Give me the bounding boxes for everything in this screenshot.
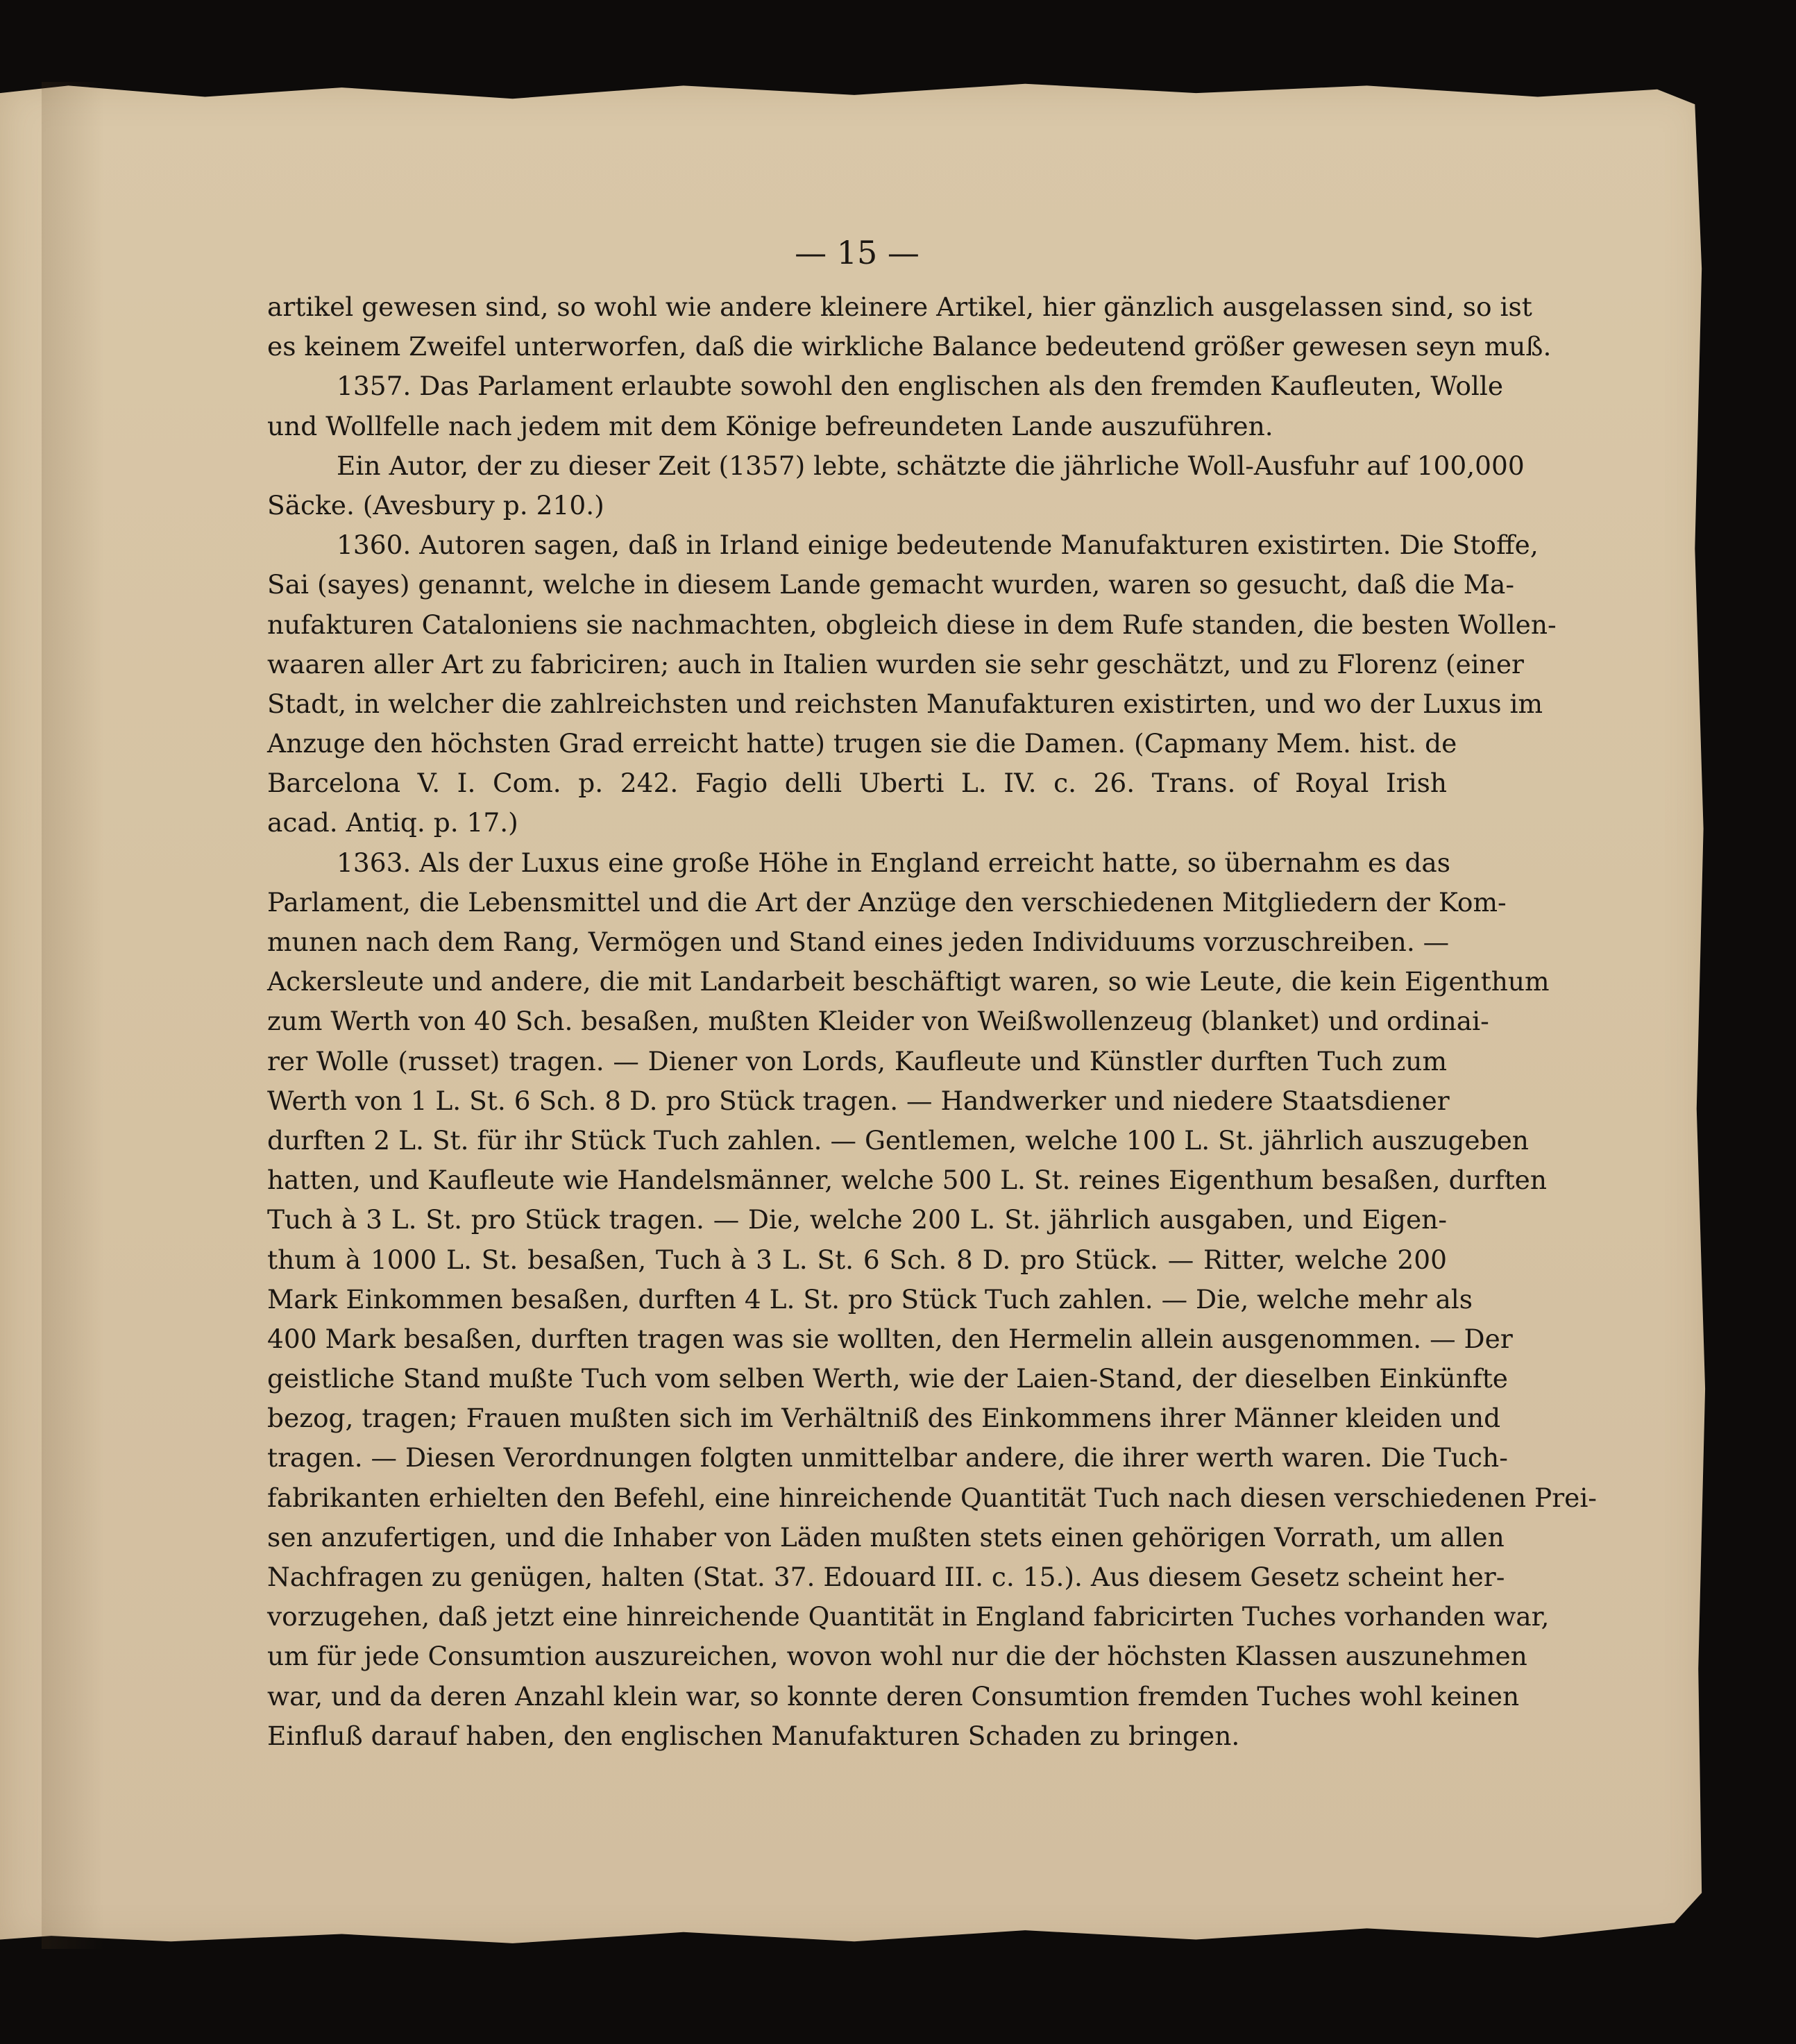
text-line: durften 2 L. St. für ihr Stück Tuch zahlen. — Gentlemen, welche 100 L. St. jährlich auszugeben <box>267 1124 1529 1156</box>
text-line: und Wollfelle nach jedem mit dem Könige befreundeten Lande auszuführen. <box>267 410 1273 441</box>
text-line: fabrikanten erhielten den Befehl, eine hinreichende Quantität Tuch nach diesen verschiedenen Prei- <box>267 1482 1597 1513</box>
text-line: Anzuge den höchsten Grad erreicht hatte) trugen sie die Damen. (Capmany Mem. hist. de <box>267 728 1457 759</box>
text-line: Tuch à 3 L. St. pro Stück tragen. — Die, welche 200 L. St. jährlich ausgaben, und Eigen- <box>267 1204 1447 1235</box>
text-line: 1363. Als der Luxus eine große Höhe in England erreicht hatte, so übernahm es das <box>337 847 1450 878</box>
text-line: tragen. — Diesen Verordnungen folgten unmittelbar andere, die ihrer werth waren. Die Tuch- <box>267 1442 1508 1473</box>
text-line: thum à 1000 L. St. besaßen, Tuch à 3 L. St. 6 Sch. 8 D. pro Stück. — Ritter, welche 200 <box>267 1244 1447 1275</box>
text-line: rer Wolle (russet) tragen. — Diener von Lords, Kaufleute und Künstler durften Tuch zum <box>267 1045 1447 1076</box>
text-line: Parlament, die Lebensmittel und die Art der Anzüge den verschiedenen Mitgliedern der Kom- <box>267 886 1507 918</box>
text-line: bezog, tragen; Frauen mußten sich im Verhältniß des Einkommens ihrer Männer kleiden und <box>267 1403 1501 1434</box>
text-line: Werth von 1 L. St. 6 Sch. 8 D. pro Stück tragen. — Handwerker und niedere Staatsdiener <box>267 1085 1450 1116</box>
text-line: nufakturen Cataloniens sie nachmachten, obgleich diese in dem Rufe standen, die besten Wollen- <box>267 609 1557 640</box>
text-line: Säcke. (Avesbury p. 210.) <box>267 489 604 521</box>
text-line: Stadt, in welcher die zahlreichsten und reichsten Manufakturen existirten, und wo der Luxus im <box>267 688 1543 719</box>
page-text <box>267 230 1597 1756</box>
text-line: geistliche Stand mußte Tuch vom selben Werth, wie der Laien-Stand, der dieselben Einkünfte <box>267 1363 1508 1394</box>
text-line: acad. Antiq. p. 17.) <box>267 807 518 838</box>
text-lines <box>267 287 1597 1756</box>
text-line: Ackersleute und andere, die mit Landarbeit beschäftigt waren, so wie Leute, die kein Eigenthum <box>267 966 1550 997</box>
text-line: Sai (sayes) genannt, welche in diesem Lande gemacht wurden, waren so gesucht, daß die Ma- <box>267 569 1515 600</box>
page-number: — 15 — <box>795 234 920 271</box>
text-line: es keinem Zweifel unterworfen, daß die wirkliche Balance bedeutend größer gewesen seyn muß. <box>267 331 1552 362</box>
text-line: Ein Autor, der zu dieser Zeit (1357) lebte, schätzte die jährliche Woll-Ausfuhr auf 100,000 <box>337 450 1525 481</box>
text-line: Nachfragen zu genügen, halten (Stat. 37. Edouard III. c. 15.). Aus diesem Gesetz scheint her- <box>267 1562 1505 1592</box>
text-line: 1360. Autoren sagen, daß in Irland einige bedeutende Manufakturen existirten. Die Stoffe, <box>337 530 1539 561</box>
text-line: vorzugehen, daß jetzt eine hinreichende Quantität in England fabricirten Tuches vorhanden war, <box>267 1601 1550 1632</box>
text-line: Einfluß darauf haben, den englischen Manufakturen Schaden zu bringen. <box>267 1720 1240 1751</box>
text-line: 1357. Das Parlament erlaubte sowohl den englischen als den fremden Kaufleuten, Wolle <box>337 371 1504 402</box>
text-line: um für jede Consumtion auszureichen, wovon wohl nur die der höchsten Klassen auszunehmen <box>267 1641 1527 1672</box>
text-line: waaren aller Art zu fabriciren; auch in Italien wurden sie sehr geschätzt, und zu Florenz (einer <box>267 648 1524 679</box>
text-line: zum Werth von 40 Sch. besaßen, mußten Kleider von Weißwollenzeug (blanket) und ordinai- <box>267 1006 1489 1037</box>
text-line: 400 Mark besaßen, durften tragen was sie wollten, den Hermelin allein ausgenommen. — Der <box>267 1323 1513 1354</box>
text-line: artikel gewesen sind, so wohl wie andere kleinere Artikel, hier gänzlich ausgelassen sind, so ist <box>267 292 1532 322</box>
text-line: munen nach dem Rang, Vermögen und Stand eines jeden Individuums vorzuschreiben. — <box>267 927 1450 957</box>
text-line: sen anzufertigen, und die Inhaber von Läden mußten stets einen gehörigen Vorrath, um allen <box>267 1521 1505 1553</box>
text-line: Barcelona V. I. Com. p. 242. Fagio delli Uberti L. IV. c. 26. Trans. of Royal Irish <box>267 768 1447 799</box>
text-line: hatten, und Kaufleute wie Handelsmänner, welche 500 L. St. reines Eigenthum besaßen, durften <box>267 1165 1548 1196</box>
text-line: war, und da deren Anzahl klein war, so konnte deren Consumtion fremden Tuches wohl keinen <box>267 1680 1520 1712</box>
text-line: Mark Einkommen besaßen, durften 4 L. St. pro Stück Tuch zahlen. — Die, welche mehr als <box>267 1283 1473 1315</box>
